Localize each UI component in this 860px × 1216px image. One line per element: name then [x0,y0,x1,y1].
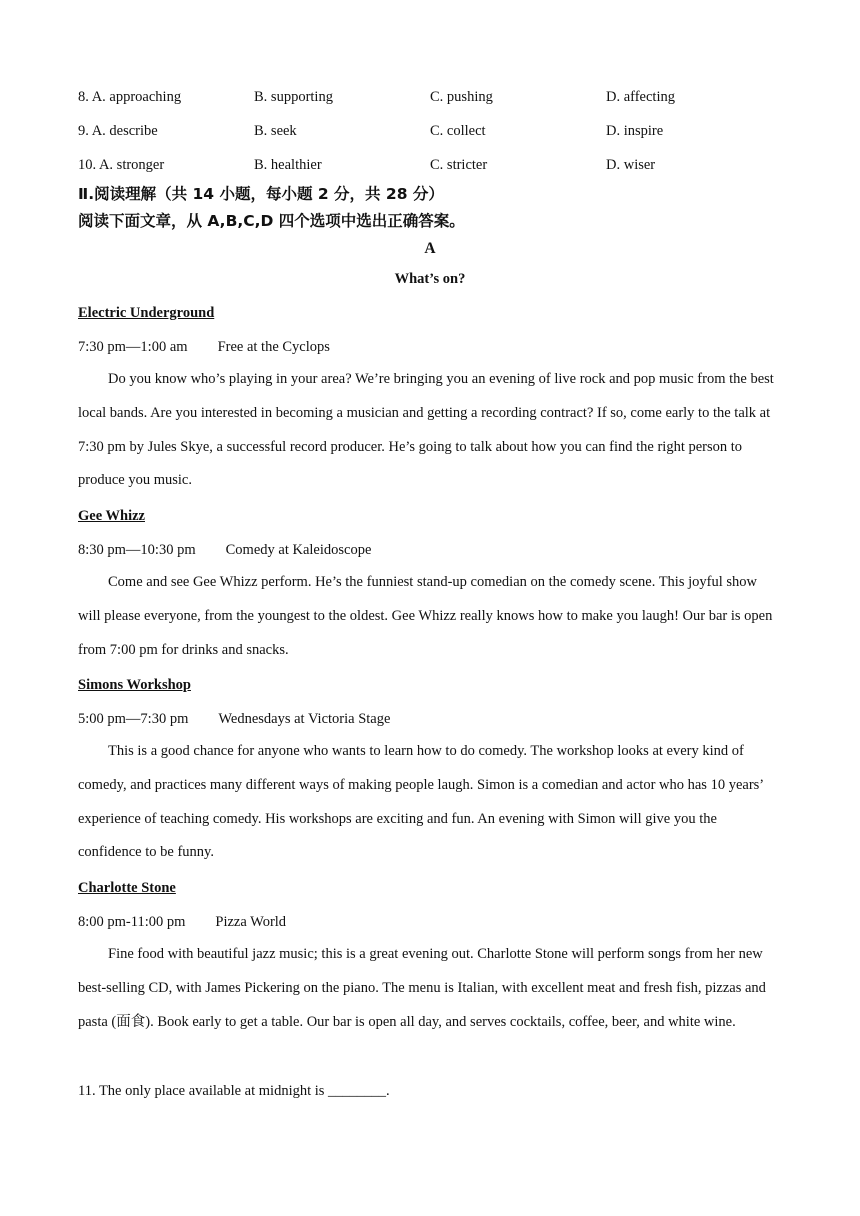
event-time: 5:00 pm—7:30 pm [78,711,189,727]
event-meta [78,337,330,357]
option-d: D. affecting [606,89,675,105]
option-a: 10. A. stronger [78,157,165,173]
event-title: Charlotte Stone [78,880,176,896]
event-venue: Wednesdays at Victoria Stage [218,711,391,727]
event-venue: Pizza World [215,914,287,930]
section-heading: Ⅱ.阅读理解（共 14 小题，每小题 2 分，共 28 分） [78,185,444,203]
option-d: D. wiser [606,157,656,173]
event-title: Simons Workshop [78,677,191,693]
option-d: D. inspire [606,123,664,139]
option-a: 9. A. describe [78,123,158,139]
event-description: Do you know who’s playing in your area? We’re bringing you an evening of live rock and pop music from the best local bands. Are you interested in becoming a musician and getting a recording contract? If so, come early to the talk at 7:30 pm by Jules Skye, a successful record producer. He’s going to talk about how you can find the right person to produce you music. [78,371,774,489]
event-time: 8:00 pm-11:00 pm [78,914,186,930]
event-venue: Free at the Cyclops [217,339,330,355]
event-title: Electric Underground [78,305,215,321]
event-venue: Comedy at Kaleidoscope [225,542,372,558]
option-c: C. pushing [430,89,493,105]
event-time: 8:30 pm—10:30 pm [78,542,196,558]
option-a: 8. A. approaching [78,89,182,105]
event-description: This is a good chance for anyone who wants to learn how to do comedy. The workshop looks at every kind of comedy, and practices many different ways of making people laugh. Simon is a comedian and actor who has 10 years’ experience of teaching comedy. His workshops are exciting and fun. An evening with Simon will give you the confidence to be funny. [78,743,764,861]
question-9-options [78,121,782,141]
section-instruction: 阅读下面文章，从 A,B,C,D 四个选项中选出正确答案。 [78,212,465,230]
question-10-options [78,155,782,175]
passage-letter: A [424,240,436,257]
event-time: 7:30 pm—1:00 am [78,339,188,355]
question-8-options [78,87,782,107]
option-c: C. collect [430,123,486,139]
event-title: Gee Whizz [78,508,145,524]
option-c: C. stricter [430,157,488,173]
event-meta [78,540,371,560]
passage-title: What’s on? [394,271,466,287]
option-b: B. healthier [254,157,322,173]
event-description: Come and see Gee Whizz perform. He’s the funniest stand-up comedian on the comedy scene. This joyful show will please everyone, from the youngest to the oldest. Gee Whizz really knows how to make you laugh! Our bar is open from 7:00 pm for drinks and snacks. [78,574,773,658]
event-meta [78,912,286,932]
option-b: B. seek [254,123,297,139]
event-meta [78,709,390,729]
option-b: B. supporting [254,89,333,105]
question-11: 11. The only place available at midnight is ________. [78,1083,390,1099]
event-description: Fine food with beautiful jazz music; this is a great evening out. Charlotte Stone will perform songs from her new best-selling CD, with James Pickering on the piano. The menu is Italian, with excellent meat and fresh fish, pizzas and pasta (面食). Book early to get a table. Our bar is open all day, and serves cocktails, coffee, beer, and white wine. [78,946,766,1030]
